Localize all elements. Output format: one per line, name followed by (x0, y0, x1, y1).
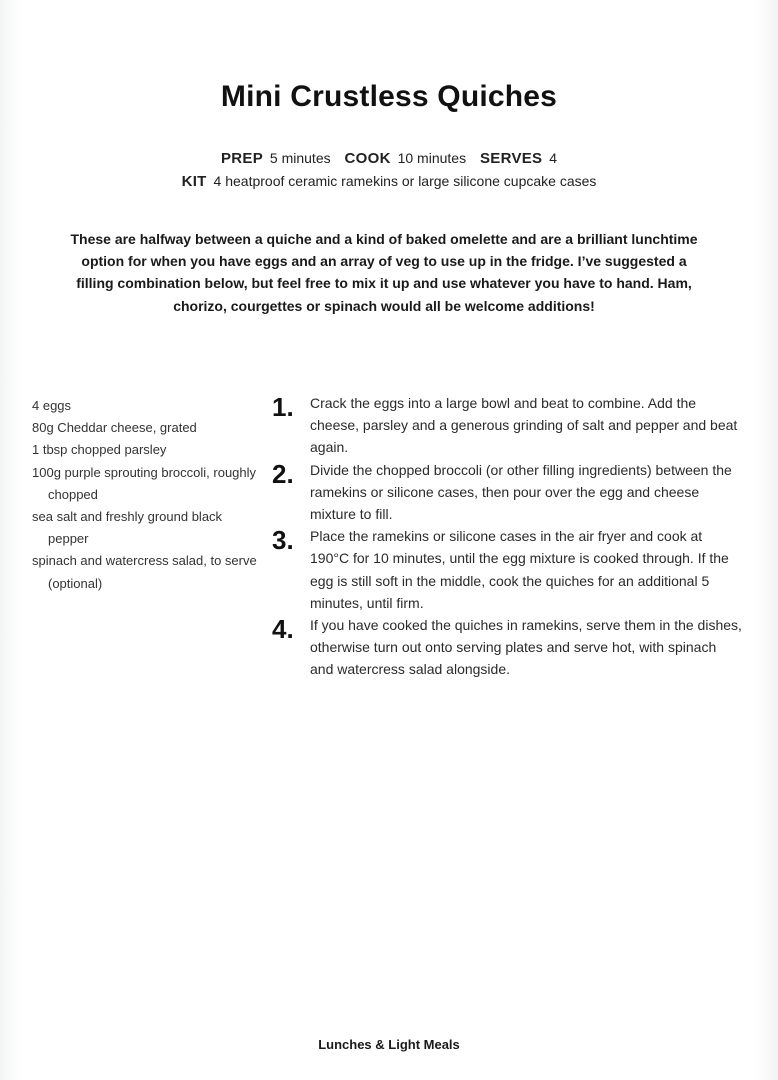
ingredient-item: 100g purple sprouting broccoli, roughly chopped (32, 464, 257, 502)
ingredient-item: sea salt and freshly ground black pepper (32, 509, 223, 547)
method-step (272, 525, 742, 614)
kit-value: 4 heatproof ceramic ramekins or large silicone cupcake cases (213, 173, 597, 189)
cook-value: 10 minutes (397, 150, 467, 166)
recipe-kit (0, 173, 778, 190)
ingredient-item: spinach and watercress salad, to serve (optional) (32, 553, 257, 591)
ingredient-item: 80g Cheddar cheese, grated (32, 420, 197, 436)
section-footer: Lunches & Light Meals (318, 1037, 460, 1052)
method-step (272, 459, 742, 526)
step-number: 2. (272, 458, 294, 489)
serves-value: 4 (549, 150, 558, 166)
step-number: 3. (272, 525, 294, 556)
cook-label: COOK (344, 150, 391, 167)
method-steps (272, 392, 742, 681)
method-step (272, 614, 742, 681)
recipe-timing (0, 150, 778, 167)
prep-value: 5 minutes (269, 150, 331, 166)
recipe-title: Mini Crustless Quiches (220, 80, 558, 113)
serves-label: SERVES (479, 150, 543, 167)
step-number: 1. (272, 392, 294, 422)
step-text: Divide the chopped broccoli (or other filling ingredients) between the ramekins or silicone cases, then pour over the egg and cheese mixture to fill. (310, 461, 732, 523)
ingredient-item: 1 tbsp chopped parsley (32, 442, 167, 458)
ingredient-list (32, 395, 257, 595)
step-number: 4. (272, 614, 294, 645)
step-text: Place the ramekins or silicone cases in the air fryer and cook at 190°C for 10 minutes, until the egg mixture is cooked through. If the egg is still soft in the middle, cook the quiches for an additional 5 minutes, until firm. (310, 528, 729, 611)
ingredient-item: 4 eggs (32, 398, 72, 413)
method-step (272, 392, 742, 459)
kit-label: KIT (181, 173, 207, 190)
prep-label: PREP (220, 150, 264, 167)
step-text: Crack the eggs into a large bowl and beat to combine. Add the cheese, parsley and a generous grinding of salt and pepper and beat again. (310, 395, 738, 456)
recipe-intro: These are halfway between a quiche and a kind of baked omelette and are a brilliant lunchtime option for when you have eggs and an array of veg to use up in the fridge. I’ve suggested a filling combination below, but feel free to mix it up and use whatever you have to hand. Ham, chorizo, courgettes or spinach would all be welcome additions! (70, 231, 698, 314)
step-text: If you have cooked the quiches in ramekins, serve them in the dishes, otherwise turn out onto serving plates and serve hot, with spinach and watercress salad alongside. (310, 617, 742, 678)
